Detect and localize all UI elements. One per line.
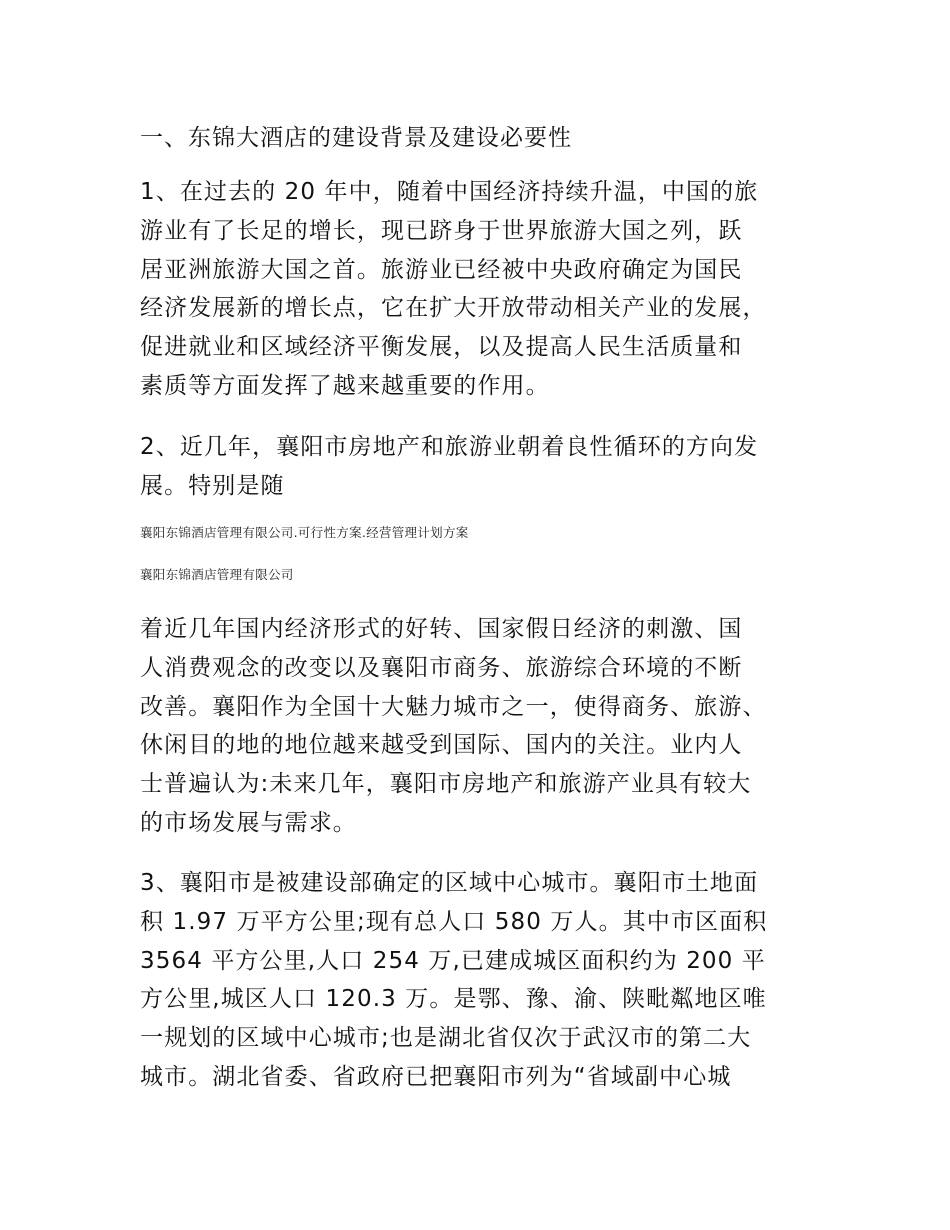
paragraph-line: 促进就业和区域经济平衡发展，以及提高人民生活质量和 (140, 334, 743, 361)
paragraph-line: 方公里,城区人口 120.3 万。是鄂、豫、渝、陕毗粼地区唯 (140, 986, 767, 1013)
paragraph-line: 人消费观念的改变以及襄阳市商务、旅游综合环境的不断 (140, 654, 743, 681)
paragraph-line: 士普遍认为:未来几年，襄阳市房地产和旅游产业具有较大 (140, 771, 752, 798)
paragraph-line: 城市。湖北省委、省政府已把襄阳市列为“省域副中心城 (140, 1063, 732, 1090)
page-header-company: 襄阳东锦酒店管理有限公司 (140, 567, 294, 582)
paragraph-line: 居亚洲旅游大国之首。旅游业已经被中央政府确定为国民 (140, 256, 743, 283)
paragraph-line: 一规划的区域中心城市;也是湖北省仅次于武汉市的第二大 (140, 1025, 752, 1052)
paragraph-line: 改善。襄阳作为全国十大魅力城市之一，使得商务、旅游、 (140, 693, 767, 720)
paragraph-line: 休闲目的地的地位越来越受到国际、国内的关注。业内人 (140, 732, 743, 759)
paragraph-line: 素质等方面发挥了越来越重要的作用。 (140, 372, 550, 399)
paragraph-2 (140, 428, 816, 506)
paragraph-line: 展。特别是随 (140, 472, 285, 499)
paragraph-line: 游业有了长足的增长，现已跻身于世界旅游大国之列，跃 (140, 217, 743, 244)
paragraph-line: 的市场发展与需求。 (140, 809, 357, 836)
paragraph-line: 2、近几年，襄阳市房地产和旅游业朝着良性循环的方向发 (140, 434, 759, 460)
paragraph-1 (140, 173, 816, 406)
paragraph-line: 1、在过去的 20 年中，随着中国经济持续升温，中国的旅 (140, 179, 759, 205)
paragraph-4 (140, 864, 816, 1097)
page-footer-title: 襄阳东锦酒店管理有限公司.可行性方案.经营管理计划方案 (140, 525, 469, 540)
paragraph-3 (140, 610, 816, 843)
paragraph-line: 着近几年国内经济形式的好转、国家假日经济的刺激、国 (140, 616, 743, 642)
section-heading: 一、东锦大酒店的建设背景及建设必要性 (140, 125, 572, 151)
paragraph-line: 积 1.97 万平方公里;现有总人口 580 万人。其中市区面积 (140, 908, 768, 935)
paragraph-line: 3、襄阳市是被建设部确定的区域中心城市。襄阳市土地面 (140, 870, 759, 896)
paragraph-line: 3564 平方公里,人口 254 万,已建成城区面积约为 200 平 (140, 947, 766, 974)
paragraph-line: 经济发展新的增长点，它在扩大开放带动相关产业的发展， (140, 295, 767, 322)
